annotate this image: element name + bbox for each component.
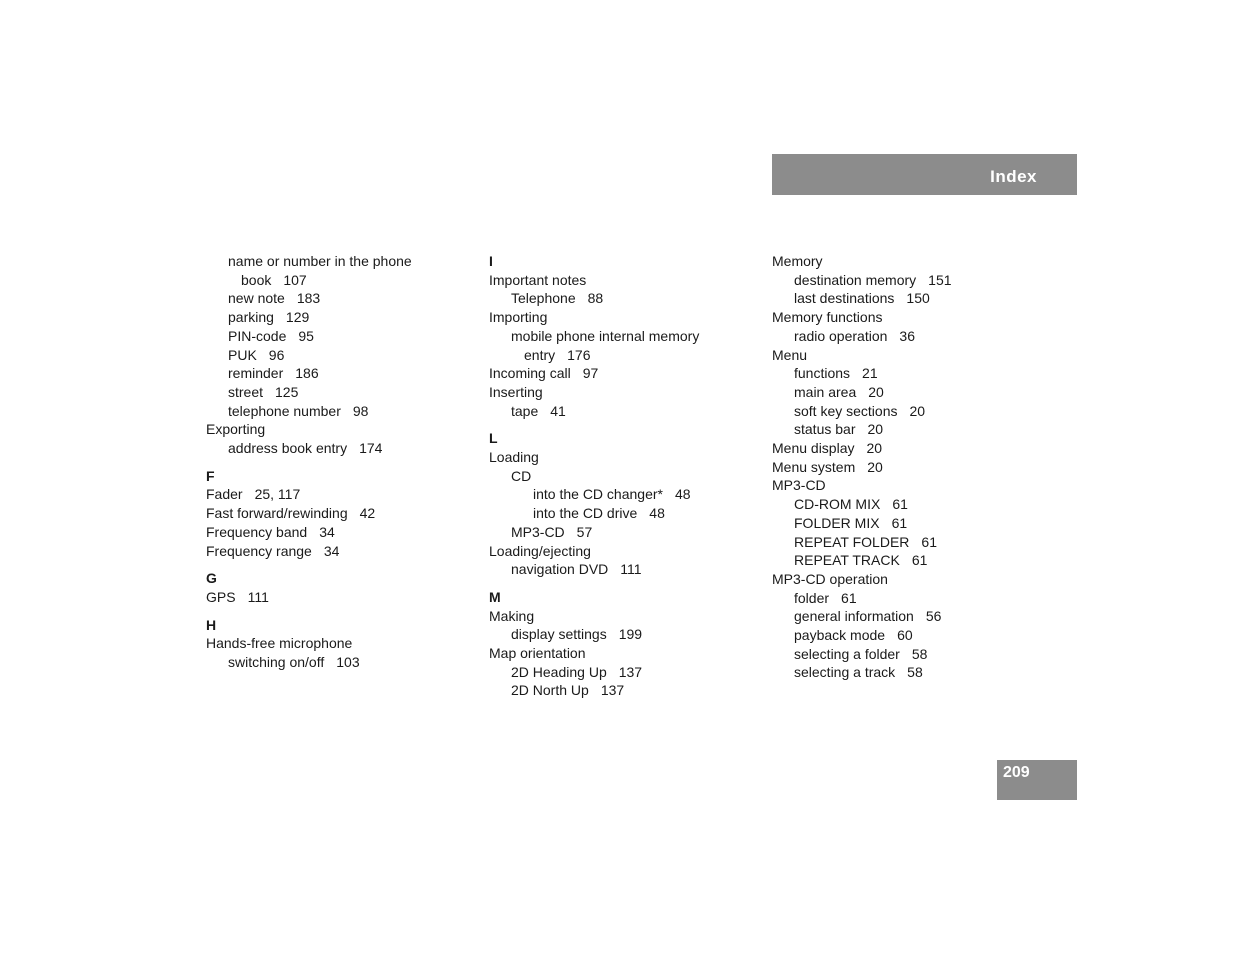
index-subentry bbox=[772, 383, 1042, 402]
index-column-3 bbox=[772, 252, 1042, 682]
index-page-ref[interactable]: 199 bbox=[618, 626, 643, 643]
index-page-ref[interactable]: 20 bbox=[867, 458, 883, 475]
index-subentry bbox=[206, 346, 476, 365]
index-page-ref[interactable]: 42 bbox=[359, 505, 376, 522]
index-entry-term: FOLDER MIX bbox=[794, 514, 880, 531]
index-entry-term: destination memory bbox=[794, 271, 917, 288]
index-entry-term: entry bbox=[524, 346, 556, 363]
index-page-ref[interactable]: 111 bbox=[620, 561, 642, 578]
index-page-ref[interactable]: 60 bbox=[897, 627, 913, 644]
index-subentry bbox=[489, 504, 759, 523]
index-entry-term: address book entry bbox=[228, 440, 348, 457]
index-entry-term: Frequency band bbox=[206, 523, 308, 540]
index-entry-term: Fast forward/rewinding bbox=[206, 505, 348, 522]
page-number-band bbox=[997, 760, 1077, 800]
index-subentry bbox=[772, 663, 1042, 682]
index-subentry bbox=[206, 439, 476, 458]
index-column-1 bbox=[206, 252, 476, 672]
index-letter-heading: F bbox=[206, 467, 215, 484]
index-entry bbox=[772, 346, 1042, 365]
index-entry-term: Frequency range bbox=[206, 542, 312, 559]
index-letter-heading: G bbox=[206, 570, 217, 587]
index-entry bbox=[206, 420, 476, 439]
index-entry-term: selecting a folder bbox=[794, 645, 900, 662]
index-page-ref[interactable]: 58 bbox=[907, 664, 923, 681]
index-entry-term: navigation DVD bbox=[511, 561, 609, 578]
index-entry-term: MP3-CD bbox=[772, 477, 826, 494]
index-page-ref[interactable]: 21 bbox=[862, 365, 878, 382]
index-entry-term: Menu bbox=[772, 346, 808, 363]
index-entry-term: PUK bbox=[228, 346, 257, 363]
index-page-ref[interactable]: 34 bbox=[323, 542, 340, 559]
index-subentry bbox=[206, 653, 476, 672]
index-page-ref[interactable]: 183 bbox=[296, 290, 321, 307]
index-entry-term: Memory bbox=[772, 253, 823, 269]
index-entry-term: CD bbox=[511, 467, 532, 484]
index-entry-term: PIN-code bbox=[228, 327, 287, 344]
index-subentry bbox=[772, 626, 1042, 645]
index-entry-term: parking bbox=[228, 309, 274, 326]
index-page-ref[interactable]: 61 bbox=[841, 589, 857, 606]
index-page-ref[interactable]: 103 bbox=[336, 654, 360, 671]
index-header-band bbox=[772, 154, 1077, 195]
index-entry-term: general information bbox=[794, 608, 914, 625]
index-entry-term: Loading/ejecting bbox=[489, 542, 591, 559]
index-entry-term: MP3-CD operation bbox=[772, 570, 888, 587]
index-entry-term: selecting a track bbox=[794, 664, 896, 681]
index-entry-term: reminder bbox=[228, 365, 284, 382]
index-page-ref[interactable]: 186 bbox=[295, 365, 319, 382]
index-entry bbox=[489, 364, 759, 383]
index-entry bbox=[489, 542, 759, 561]
index-subentry bbox=[772, 364, 1042, 383]
index-page-ref[interactable]: 61 bbox=[921, 533, 937, 550]
index-entry-term: payback mode bbox=[794, 627, 886, 644]
index-letter-heading: M bbox=[489, 588, 501, 605]
index-entry bbox=[772, 458, 1042, 477]
index-subentry bbox=[772, 551, 1042, 570]
index-page-ref[interactable]: 61 bbox=[892, 496, 908, 513]
index-entry-term: Memory functions bbox=[772, 309, 883, 326]
index-page-ref[interactable]: 48 bbox=[649, 505, 665, 522]
index-entry-term: folder bbox=[794, 589, 830, 606]
index-entry-term: new note bbox=[228, 290, 285, 307]
index-page-ref[interactable]: 58 bbox=[911, 645, 928, 662]
index-subentry bbox=[206, 271, 476, 290]
index-entry bbox=[206, 485, 476, 504]
index-page-ref[interactable]: 129 bbox=[285, 309, 310, 326]
index-page-ref[interactable]: 57 bbox=[576, 523, 593, 540]
index-entry-term: Important notes bbox=[489, 271, 587, 288]
index-entry bbox=[772, 476, 1042, 495]
index-subentry bbox=[206, 308, 476, 327]
index-page-ref[interactable]: 95 bbox=[298, 327, 314, 344]
index-subentry bbox=[489, 327, 759, 346]
index-entry-term: last destinations bbox=[794, 290, 895, 307]
index-entry-term: name or number in the phone bbox=[228, 253, 412, 269]
index-entry-term: main area bbox=[794, 383, 857, 400]
index-entry bbox=[772, 308, 1042, 327]
index-page-ref[interactable]: 20 bbox=[867, 421, 884, 438]
index-entry-term: 2D Heading Up bbox=[511, 663, 607, 680]
index-letter-heading: L bbox=[489, 430, 498, 447]
index-entry-term: book bbox=[241, 271, 272, 288]
page-title: Index bbox=[990, 167, 1037, 186]
index-subentry bbox=[772, 589, 1042, 608]
index-subentry bbox=[772, 420, 1042, 439]
index-subentry bbox=[489, 625, 759, 644]
index-page-ref[interactable]: 151 bbox=[928, 271, 952, 288]
index-page-ref[interactable]: 174 bbox=[359, 440, 383, 457]
index-subentry bbox=[206, 364, 476, 383]
index-subentry bbox=[772, 533, 1042, 552]
index-entry-term: GPS bbox=[206, 588, 236, 605]
index-entry-term: mobile phone internal memory bbox=[511, 327, 700, 344]
index-page-ref[interactable]: 150 bbox=[906, 290, 930, 307]
index-entry-term: Inserting bbox=[489, 383, 543, 400]
index-entry-term: display settings bbox=[511, 626, 607, 643]
index-entry bbox=[206, 523, 476, 542]
index-subentry bbox=[772, 514, 1042, 533]
index-entry bbox=[489, 644, 759, 663]
index-subentry bbox=[489, 681, 759, 700]
index-entry bbox=[489, 308, 759, 327]
index-entry bbox=[206, 634, 476, 653]
index-entry-term: soft key sections bbox=[794, 402, 898, 419]
index-entry-term: street bbox=[228, 383, 264, 400]
index-subentry bbox=[489, 467, 759, 486]
index-page-ref[interactable]: 176 bbox=[567, 346, 591, 363]
index-subentry bbox=[772, 495, 1042, 514]
index-subentry bbox=[489, 346, 759, 365]
index-entry-term: Exporting bbox=[206, 421, 266, 438]
index-subentry bbox=[206, 327, 476, 346]
index-subentry bbox=[772, 327, 1042, 346]
index-entry bbox=[489, 271, 759, 290]
index-entry-term: Fader bbox=[206, 486, 243, 503]
index-entry-term: tape bbox=[511, 402, 539, 419]
index-letter-heading: I bbox=[489, 253, 493, 269]
page-number: 209 bbox=[1003, 764, 1030, 781]
index-entry bbox=[206, 542, 476, 561]
index-page-ref[interactable]: 107 bbox=[283, 271, 307, 288]
index-subentry bbox=[206, 383, 476, 402]
index-entry-term: Map orientation bbox=[489, 645, 586, 662]
index-entry-term: Making bbox=[489, 607, 535, 624]
index-page-ref[interactable]: 137 bbox=[618, 663, 643, 680]
index-subentry bbox=[772, 645, 1042, 664]
index-page-ref[interactable]: 96 bbox=[268, 346, 285, 363]
index-page-ref[interactable]: 20 bbox=[866, 440, 883, 457]
index-entry-term: Importing bbox=[489, 309, 548, 326]
index-subentry bbox=[489, 663, 759, 682]
index-entry-term: Telephone bbox=[511, 290, 576, 307]
index-page-ref[interactable]: 36 bbox=[899, 327, 915, 344]
index-page-ref[interactable]: 34 bbox=[319, 523, 335, 540]
index-subentry bbox=[489, 289, 759, 308]
index-entry bbox=[489, 448, 759, 467]
index-entry-term: status bar bbox=[794, 421, 856, 438]
index-subentry bbox=[206, 402, 476, 421]
index-page-ref[interactable]: 61 bbox=[911, 552, 928, 569]
index-page-ref[interactable]: 98 bbox=[352, 402, 369, 419]
index-entry-term: Hands-free microphone bbox=[206, 635, 353, 652]
index-page-ref[interactable]: 125 bbox=[275, 383, 299, 400]
index-entry-term: into the CD drive bbox=[533, 505, 638, 522]
index-entry-term: switching on/off bbox=[228, 654, 325, 671]
index-column-2 bbox=[489, 252, 759, 700]
index-page-ref[interactable]: 20 bbox=[909, 402, 926, 419]
index-subentry bbox=[206, 289, 476, 308]
index-entry-term: telephone number bbox=[228, 402, 341, 419]
index-subentry bbox=[772, 402, 1042, 421]
index-entry bbox=[772, 252, 1042, 271]
index-entry bbox=[489, 607, 759, 626]
index-subentry bbox=[772, 607, 1042, 626]
index-entry-term: 2D North Up bbox=[511, 682, 589, 699]
index-entry bbox=[206, 504, 476, 523]
index-page-ref[interactable]: 111 bbox=[247, 588, 269, 605]
index-entry-term: radio operation bbox=[794, 327, 888, 344]
index-subentry bbox=[489, 523, 759, 542]
index-page-ref[interactable]: 56 bbox=[925, 608, 942, 625]
index-entry-term: functions bbox=[794, 365, 851, 382]
index-page-ref[interactable]: 88 bbox=[587, 290, 604, 307]
index-subentry bbox=[206, 252, 476, 271]
index-entry bbox=[772, 439, 1042, 458]
index-subentry bbox=[489, 485, 759, 504]
index-page-ref[interactable]: 137 bbox=[600, 682, 625, 699]
index-entry-term: into the CD changer* bbox=[533, 486, 663, 503]
index-entry bbox=[772, 570, 1042, 589]
index-entry-term: CD-ROM MIX bbox=[794, 496, 881, 513]
index-letter-heading: H bbox=[206, 616, 217, 633]
index-page-ref[interactable]: 61 bbox=[891, 514, 908, 531]
index-entry-term: MP3-CD bbox=[511, 523, 565, 540]
index-subentry bbox=[772, 271, 1042, 290]
index-entry bbox=[206, 588, 476, 607]
index-entry-term: REPEAT FOLDER bbox=[794, 533, 910, 550]
index-subentry bbox=[772, 289, 1042, 308]
index-page-ref[interactable]: 48 bbox=[674, 486, 691, 503]
index-page-ref[interactable]: 97 bbox=[582, 365, 599, 382]
index-subentry bbox=[489, 560, 759, 579]
index-entry-term: Incoming call bbox=[489, 365, 571, 382]
index-page-ref[interactable]: 25, 117 bbox=[254, 486, 301, 503]
index-entry-term: Loading bbox=[489, 449, 539, 466]
index-page-ref[interactable]: 41 bbox=[550, 402, 566, 419]
index-entry bbox=[489, 383, 759, 402]
index-entry-term: REPEAT TRACK bbox=[794, 552, 900, 569]
index-page-ref[interactable]: 20 bbox=[868, 383, 884, 400]
index-entry-term: Menu display bbox=[772, 440, 855, 457]
index-subentry bbox=[489, 402, 759, 421]
index-entry-term: Menu system bbox=[772, 458, 856, 475]
